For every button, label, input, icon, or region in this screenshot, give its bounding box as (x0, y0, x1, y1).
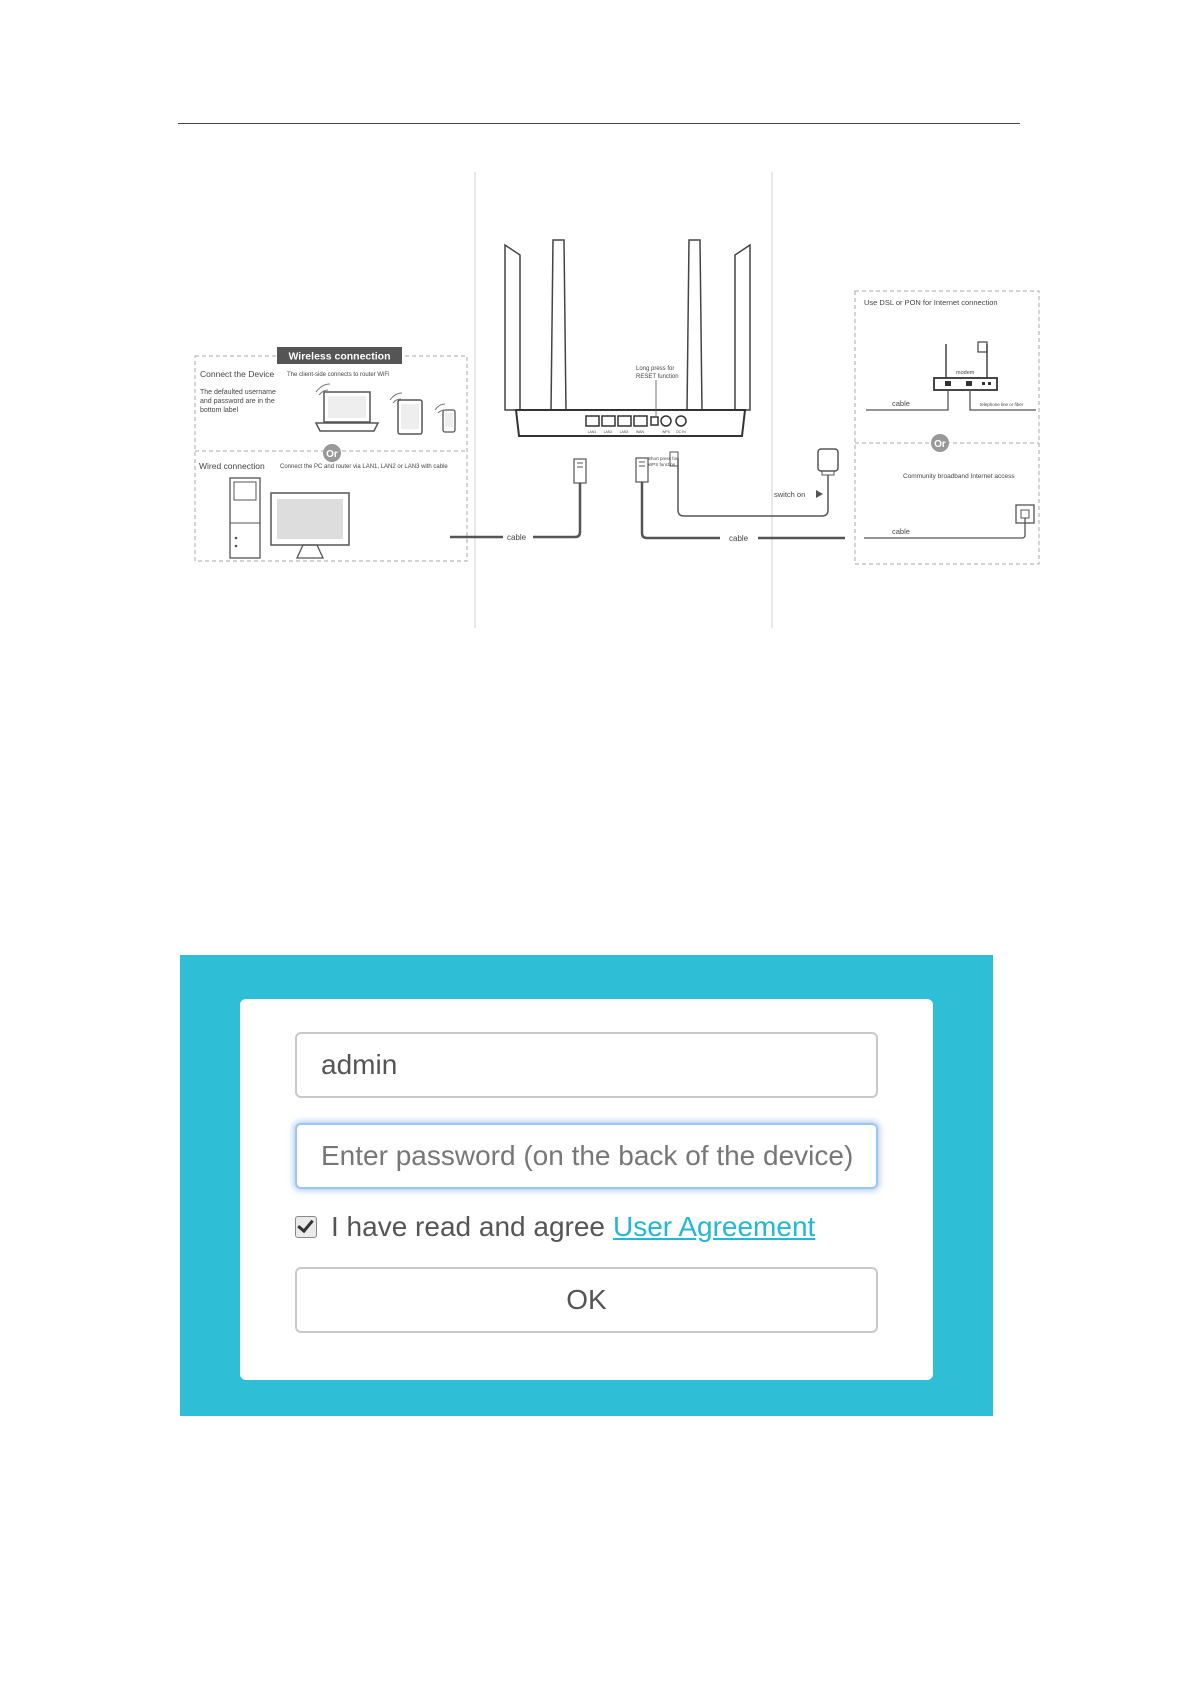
internet-connection-box (855, 291, 1039, 564)
client-side-note: The client-side connects to router WiFi (287, 372, 390, 378)
or-label-left: Or (326, 449, 338, 460)
community-cable-label: cable (892, 527, 910, 536)
wps-note-line1: Short press for (648, 456, 678, 461)
wan-cable (642, 482, 845, 538)
login-screenshot (180, 955, 993, 1416)
user-agreement-link[interactable]: User Agreement (612, 1211, 816, 1242)
switch-on-arrow-icon (816, 490, 823, 498)
router-back-illustration (505, 240, 750, 436)
monitor-icon (271, 493, 349, 558)
modem-icon (934, 342, 997, 390)
modem-cable-label: cable (892, 399, 910, 408)
wps-note-line2: WPS function (648, 462, 676, 467)
port-label-wan: WAN (635, 430, 645, 434)
community-label: Community broadband Internet access (903, 473, 1015, 480)
port-label-dcin: DC IN (676, 430, 686, 434)
or-label-right: Or (934, 439, 946, 450)
wired-connection-label: Wired connection (199, 461, 265, 471)
login-card (240, 999, 933, 1380)
port-label-lan2: LAN2 (603, 430, 613, 434)
username-input[interactable] (295, 1032, 878, 1098)
power-cable (678, 458, 828, 516)
password-input[interactable] (295, 1123, 878, 1189)
default-credentials-line3: bottom label (200, 407, 239, 414)
port-label-lan3: LAN3 (619, 430, 629, 434)
telephone-label: telephone line or fiber (980, 402, 1024, 407)
tablet-icon (390, 393, 422, 434)
power-adapter-icon (818, 449, 838, 475)
client-connection-box (195, 347, 467, 561)
dsl-heading: Use DSL or PON for Internet connection (864, 298, 998, 307)
wan-cable-label: cable (729, 534, 749, 543)
phone-icon (435, 404, 455, 432)
default-credentials-line2: and password are in the (200, 398, 275, 405)
agreement-checkbox[interactable] (295, 1216, 317, 1238)
lan-cable-label: cable (507, 533, 527, 542)
lan-cable (450, 483, 580, 537)
ok-button[interactable]: OK (295, 1267, 878, 1333)
agreement-row (295, 1207, 815, 1247)
laptop-icon (316, 384, 378, 431)
wireless-heading: Wireless connection (288, 350, 391, 363)
wan-plug-icon (636, 458, 648, 482)
connect-device-label: Connect the Device (200, 369, 275, 379)
port-label-lan1: LAN1 (587, 430, 597, 434)
default-credentials-line1: The defaulted username (200, 389, 276, 396)
reset-note-line1: Long press for (636, 366, 675, 372)
desktop-tower-icon (230, 478, 260, 558)
lan-plug-icon (574, 459, 586, 483)
port-label-wps: WPS (662, 430, 670, 434)
switch-on-label: switch on (774, 490, 806, 499)
reset-note-line2: RESET function (636, 374, 679, 380)
community-cable (864, 518, 1025, 538)
modem-label: modem (956, 370, 975, 376)
router-connection-diagram (0, 0, 1191, 700)
wired-note: Connect the PC and router via LAN1, LAN2 or LAN3 with cable (280, 464, 448, 470)
agreement-text: I have read and agree (331, 1211, 605, 1242)
